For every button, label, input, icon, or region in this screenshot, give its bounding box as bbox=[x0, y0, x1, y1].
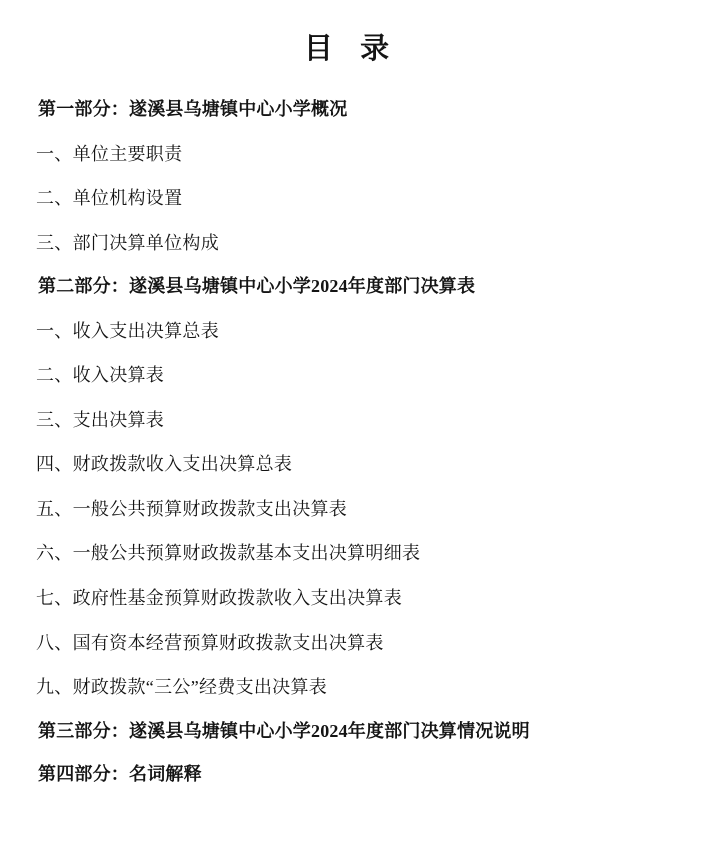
toc-list-item[interactable]: 五、一般公共预算财政拨款支出决算表 bbox=[36, 498, 348, 519]
toc-list-item[interactable]: 九、财政拨款“三公”经费支出决算表 bbox=[36, 677, 328, 698]
toc-list-item[interactable]: 二、单位机构设置 bbox=[36, 188, 183, 209]
toc-part-entry[interactable]: 第一部分：遂溪县乌塘镇中心小学概况 bbox=[38, 99, 348, 119]
toc-list-item[interactable]: 二、收入决算表 bbox=[36, 365, 165, 386]
toc-list-item[interactable]: 一、单位主要职责 bbox=[36, 143, 183, 164]
document-page bbox=[0, 26, 703, 853]
toc-list-item[interactable]: 一、收入支出决算总表 bbox=[36, 320, 219, 341]
toc-list-item[interactable]: 七、政府性基金预算财政拨款收入支出决算表 bbox=[36, 588, 402, 609]
toc-part-entry[interactable]: 第二部分：遂溪县乌塘镇中心小学2024年度部门决算表 bbox=[38, 276, 476, 297]
toc-part-entry[interactable]: 第四部分：名词解释 bbox=[38, 764, 202, 785]
toc-part-entry[interactable]: 第三部分：遂溪县乌塘镇中心小学2024年度部门决算情况说明 bbox=[38, 720, 530, 741]
toc-list-item[interactable]: 三、支出决算表 bbox=[36, 409, 165, 430]
toc-list-item[interactable]: 八、国有资本经营预算财政拨款支出决算表 bbox=[36, 632, 384, 653]
toc-list-item[interactable]: 三、部门决算单位构成 bbox=[36, 232, 219, 253]
page-title: 目 录 bbox=[303, 33, 400, 65]
toc-list-item[interactable]: 四、财政拨款收入支出决算总表 bbox=[36, 454, 293, 475]
table-of-contents bbox=[0, 97, 703, 788]
toc-list-item[interactable]: 六、一般公共预算财政拨款基本支出决算明细表 bbox=[36, 543, 421, 564]
